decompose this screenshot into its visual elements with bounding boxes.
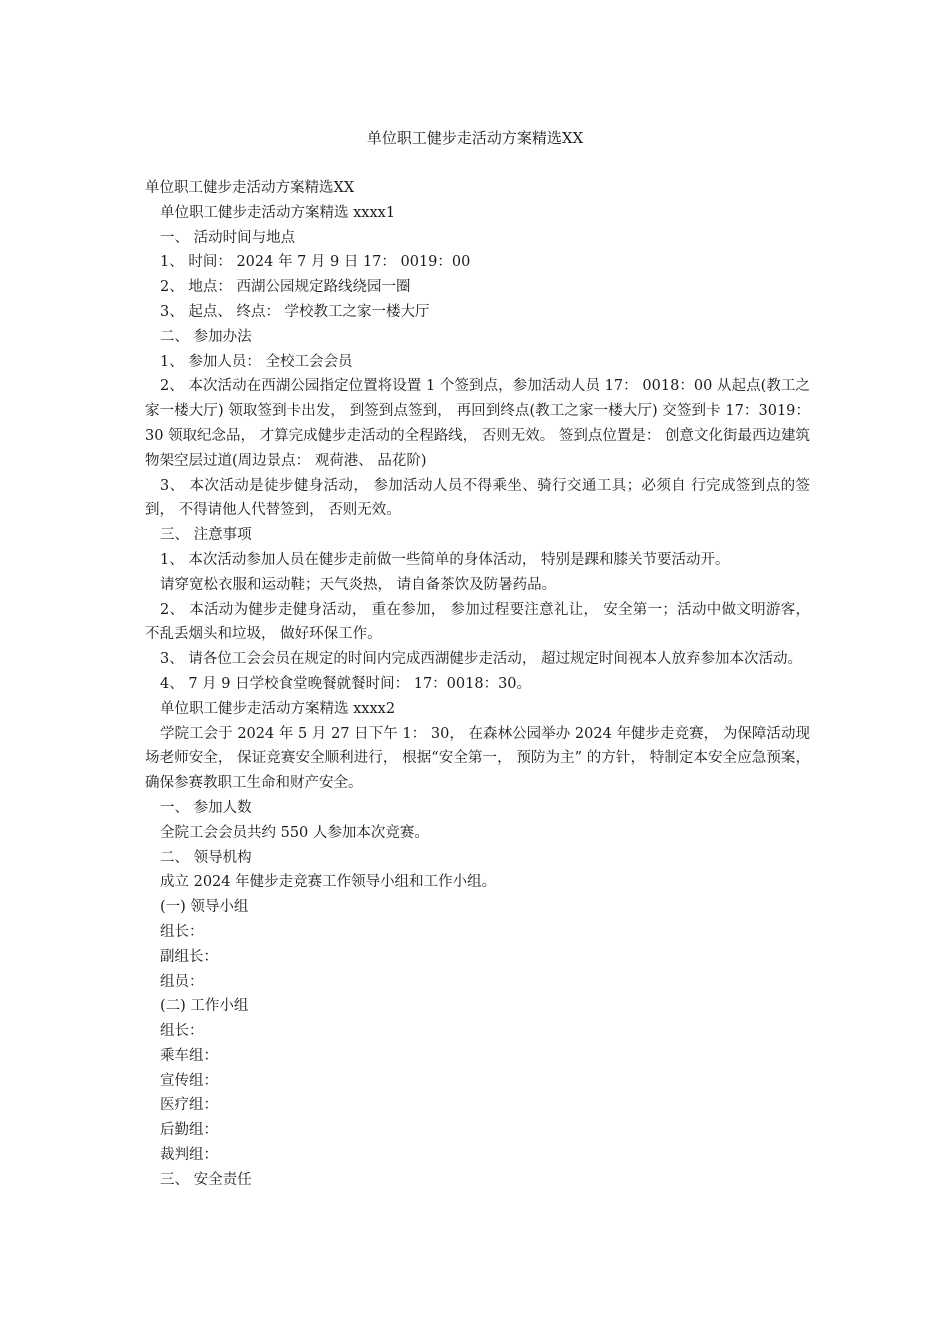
document-paragraph: 一、 参加人数 (160, 799, 252, 816)
document-paragraph: 请穿宽松衣服和运动鞋；天气炎热， 请自备茶饮及防暑药品。 (160, 576, 557, 593)
document-paragraph: 成立 2024 年健步走竞赛工作领导小组和工作小组。 (160, 874, 497, 891)
document-paragraph: 后勤组： (160, 1122, 218, 1139)
document-paragraph: 1、 时间： 2024 年 7 月 9 日 17： 0019：00 (160, 254, 471, 271)
document-paragraph: 2、 本活动为健步走健身活动， 重在参加， 参加过程要注意礼让， 安全第一；活动中做文明游客， 不乱丢烟头和垃圾， 做好环保工作。 (145, 601, 810, 643)
document-paragraph: 3、 本次活动是徒步健身活动， 参加活动人员不得乘坐、骑行交通工具；必须自 行完成签到点的签到， 不得请他人代替签到， 否则无效。 (145, 477, 810, 519)
document-paragraph: 组长： (160, 1023, 204, 1040)
document-paragraph: 三、 安全责任 (160, 1171, 252, 1188)
document-paragraph: 一、 活动时间与地点 (160, 229, 296, 246)
document-paragraph: 4、 7 月 9 日学校食堂晚餐就餐时间： 17：0018：30。 (160, 675, 532, 692)
document-paragraph: 3、 请各位工会会员在规定的时间内完成西湖健步走活动， 超过规定时间视本人放弃参加本次活动。 (160, 651, 802, 668)
document-paragraph: 全院工会会员共约 550 人参加本次竞赛。 (160, 824, 429, 841)
document-paragraph: 组长： (160, 923, 204, 940)
document-paragraph: 裁判组： (160, 1147, 218, 1164)
document-paragraph: 宣传组： (160, 1072, 218, 1089)
document-paragraph: 副组长： (160, 948, 218, 965)
document-paragraph: 医疗组： (160, 1097, 218, 1114)
document-paragraph: 1、 参加人员： 全校工会会员 (160, 353, 353, 370)
document-paragraph: 单位职工健步走活动方案精选 xxxx2 (160, 700, 396, 717)
document-paragraph: (二) 工作小组 (160, 998, 249, 1015)
document-paragraph: 2、 本次活动在西湖公园指定位置将设置 1 个签到点，参加活动人员 17： 0018：00 从起点(教工之家一楼大厅) 领取签到卡出发， 到签到点签到， 再回到终点(教工之家一楼大厅) 交签到卡 17：3019：30 领取纪念品， 才算完成健步走活动的全程路线， 否则无效。 签到点位置是： 创意文化街最西边建筑物架空层过道(周边景点： 观荷港、 品花阶) (145, 378, 810, 469)
document-paragraph: 二、 参加办法 (160, 328, 252, 345)
document-title: 单位职工健步走活动方案精选XX (366, 129, 584, 147)
document-paragraph: (一) 领导小组 (160, 899, 249, 916)
document-body (145, 176, 810, 1193)
document-paragraph: 三、 注意事项 (160, 527, 252, 544)
document-paragraph: 1、 本次活动参加人员在健步走前做一些简单的身体活动， 特别是踝和膝关节要活动开。 (160, 551, 730, 568)
document-paragraph: 单位职工健步走活动方案精选 xxxx1 (160, 204, 396, 221)
document-paragraph: 学院工会于 2024 年 5 月 27 日下午 1： 30， 在森林公园举办 2024 年健步走竞赛， 为保障活动现场老师安全， 保证竞赛安全顺利进行， 根据“安全第一， 预防为主” 的方针， 特制定本安全应急预案， 确保参赛教职工生命和财产安全。 (145, 725, 810, 792)
document-paragraph: 3、 起点、 终点： 学校教工之家一楼大厅 (160, 303, 430, 320)
document-paragraph: 单位职工健步走活动方案精选XX (145, 180, 355, 196)
document-paragraph: 2、 地点： 西湖公园规定路线绕园一圈 (160, 279, 411, 296)
document-paragraph: 乘车组： (160, 1047, 218, 1064)
document-paragraph: 组员： (160, 973, 204, 990)
document-paragraph: 二、 领导机构 (160, 849, 252, 866)
